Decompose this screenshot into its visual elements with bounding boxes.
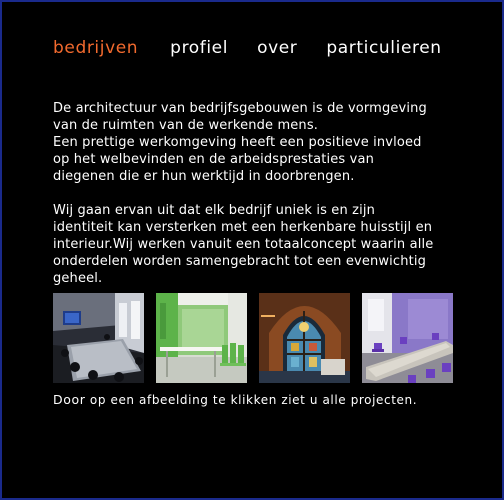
nav-item-bedrijven[interactable]: bedrijven — [53, 38, 139, 58]
intro-line: onderdelen worden samengebracht tot een evenwichtig — [53, 254, 427, 269]
green-office-photo — [156, 293, 247, 383]
intro-line: Wij gaan ervan uit dat elk bedrijf uniek is en zijn — [53, 203, 376, 218]
intro-line: op het welbevinden en de arbeidsprestaties van — [53, 152, 374, 167]
intro-line: Een prettige werkomgeving heeft een positieve invloed — [53, 135, 422, 150]
nav-item-over[interactable]: over — [257, 38, 298, 58]
purple-conference-photo — [362, 293, 453, 383]
intro-line: geheel. — [53, 271, 103, 286]
thumbnail-meeting-room[interactable] — [53, 293, 144, 383]
intro-line: interieur.Wij werken vanuit een totaalconcept waarin alle — [53, 237, 434, 252]
project-thumbnails — [53, 293, 453, 383]
caption-first-word: Door — [53, 392, 86, 407]
intro-line: De architectuur van bedrijfsgebouwen is de vormgeving — [53, 101, 427, 116]
thumbnail-chapel-window[interactable] — [259, 293, 350, 383]
intro-line: van de ruimten van de werkende mens. — [53, 118, 319, 133]
meeting-room-photo — [53, 293, 144, 383]
thumbnail-green-office[interactable] — [156, 293, 247, 383]
thumbnail-purple-conference[interactable] — [362, 293, 453, 383]
caption-rest: op een afbeelding te klikken ziet u alle projecten. — [85, 393, 418, 407]
intro-line: diegenen die er hun werktijd in doorbrengen. — [53, 169, 355, 184]
intro-text — [53, 100, 463, 287]
intro-paragraph-2 — [53, 202, 463, 287]
nav-item-profiel[interactable]: profiel — [170, 38, 229, 58]
thumbnail-caption — [53, 392, 417, 407]
chapel-window-photo — [259, 293, 350, 383]
intro-line: identiteit kan versterken met een herkenbare huisstijl en — [53, 220, 433, 235]
intro-paragraph-1 — [53, 100, 463, 185]
main-navigation — [53, 38, 442, 60]
nav-item-particulieren[interactable]: particulieren — [326, 38, 442, 58]
